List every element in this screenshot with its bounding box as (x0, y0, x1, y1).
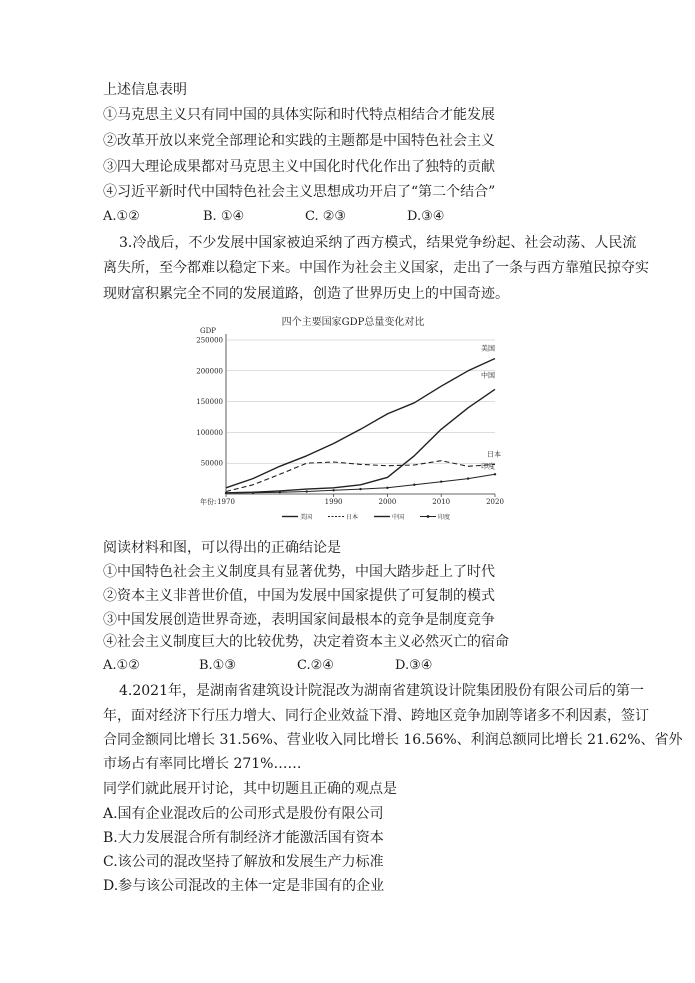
series-line-3 (226, 474, 495, 493)
series-marker-3-6 (386, 487, 388, 489)
q2-statement-2: ②改革开放以来党全部理论和实践的主题都是中国特色社会主义 (103, 133, 495, 149)
q3-options (103, 656, 432, 676)
gdp-chart-svg (190, 312, 510, 527)
series-marker-3-8 (440, 480, 442, 482)
q3-statement-4: ④社会主义制度巨大的比较优势，决定着资本主义必然灭亡的宿命 (103, 634, 509, 650)
q2-option-b: B. ①④ (203, 209, 245, 224)
series-marker-3-3 (306, 490, 308, 492)
q3-stem-line-2: 离失所，至今都难以稳定下来。中国作为社会主义国家，走出了一条与西方靠殖民掠夺实 (103, 260, 649, 276)
q4-stem-line-2: 年，面对经济下行压力增大、同行企业效益下滑、跨地区竞争加剧等诸多不利因素，签订 (103, 708, 649, 724)
q2-statement-1: ①马克思主义只有同中国的具体实际和时代特点相结合才能发展 (103, 107, 495, 123)
y-tick-label-150000: 150000 (196, 398, 223, 407)
q3-option-b: B.①③ (199, 658, 236, 673)
series-label-0: 美国 (481, 344, 495, 353)
series-label-3: 印度 (481, 462, 495, 471)
series-marker-3-4 (332, 489, 334, 491)
q4-choice-b: B.大力发展混合所有制经济才能激活国有资本 (103, 830, 384, 846)
q4-stem-line-1: 4.2021年，是湖南省建筑设计院混改为湖南省建筑设计院集团股份有限公司后的第一 (119, 683, 644, 699)
q4-choice-c: C.该公司的混改坚持了解放和发展生产力标准 (103, 854, 384, 870)
x-axis-label: 年份: (200, 498, 217, 506)
series-line-2 (226, 389, 495, 493)
y-tick-label-200000: 200000 (196, 367, 223, 376)
q4-stem-line-3: 合同金额同比增长 31.56%、营业收入同比增长 16.56%、利润总额同比增长 21.62%、省外 (103, 732, 683, 748)
series-label-2: 中国 (481, 371, 495, 380)
y-axis-label: GDP (200, 327, 216, 335)
series-marker-3-9 (467, 477, 469, 479)
legend-label-0: 美国 (300, 514, 313, 521)
x-tick-label-1990: 1990 (324, 498, 343, 506)
q3-option-c: C.②④ (297, 658, 334, 673)
series-marker-3-5 (359, 488, 361, 490)
y-tick-label-50000: 50000 (200, 459, 223, 468)
q3-statement-1: ①中国特色社会主义制度具有显著优势，中国大踏步赶上了时代 (103, 564, 495, 580)
chart-title: 四个主要国家GDP总量变化对比 (281, 317, 425, 328)
q2-statement-4: ④习近平新时代中国特色社会主义思想成功开启了“第二个结合” (103, 184, 496, 200)
q4-choice-a: A.国有企业混改后的公司形式是股份有限公司 (103, 806, 384, 822)
series-marker-3-0 (225, 492, 227, 494)
q4-stem-line-4: 市场占有率同比增长 271%…… (103, 756, 302, 772)
x-tick-label-2020: 2020 (486, 498, 504, 506)
legend-marker-3 (427, 515, 430, 518)
q2-lead: 上述信息表明 (103, 82, 187, 98)
y-tick-label-100000: 100000 (196, 428, 223, 437)
legend-label-1: 日本 (346, 514, 359, 521)
series-line-1 (226, 461, 495, 492)
series-label-1: 日本 (487, 450, 501, 459)
q3-statement-2: ②资本主义非普世价值，中国为发展中国家提供了可复制的模式 (103, 588, 495, 604)
series-marker-3-1 (252, 492, 254, 494)
q3-lead: 阅读材料和图，可以得出的正确结论是 (103, 540, 341, 556)
q3-option-a: A.①② (103, 658, 140, 673)
legend-label-2: 中国 (392, 514, 405, 521)
q4-choice-d: D.参与该公司混改的主体一定是非国有的企业 (103, 878, 385, 894)
x-tick-label-2000: 2000 (378, 498, 397, 506)
series-marker-3-2 (279, 491, 281, 493)
x-tick-label-1970: 1970 (217, 498, 235, 506)
q2-option-a: A.①② (103, 209, 140, 224)
gdp-line-chart (190, 312, 510, 527)
q2-options (103, 207, 444, 227)
q2-option-d: D.③④ (407, 209, 445, 224)
series-marker-3-7 (413, 484, 415, 486)
series-marker-3-10 (494, 473, 496, 475)
q3-option-d: D.③④ (395, 658, 433, 673)
q3-stem-line-3: 现财富积累完全不同的发展道路，创造了世界历史上的中国奇迹。 (103, 286, 509, 302)
q4-lead: 同学们就此展开讨论，其中切题且正确的观点是 (103, 781, 397, 797)
q3-statement-3: ③中国发展创造世界奇迹，表明国家间最根本的竞争是制度竞争 (103, 612, 495, 628)
x-tick-label-2010: 2010 (432, 498, 451, 506)
q2-option-c: C. ②③ (305, 209, 347, 224)
q3-stem-line-1: 3.冷战后，不少发展中国家被迫采纳了西方模式，结果党争纷起、社会动荡、人民流 (119, 235, 637, 251)
legend-label-3: 印度 (438, 514, 451, 521)
y-tick-label-250000: 250000 (196, 336, 223, 345)
series-line-0 (226, 359, 495, 488)
q2-statement-3: ③四大理论成果都对马克思主义中国化时代化作出了独特的贡献 (103, 159, 495, 175)
